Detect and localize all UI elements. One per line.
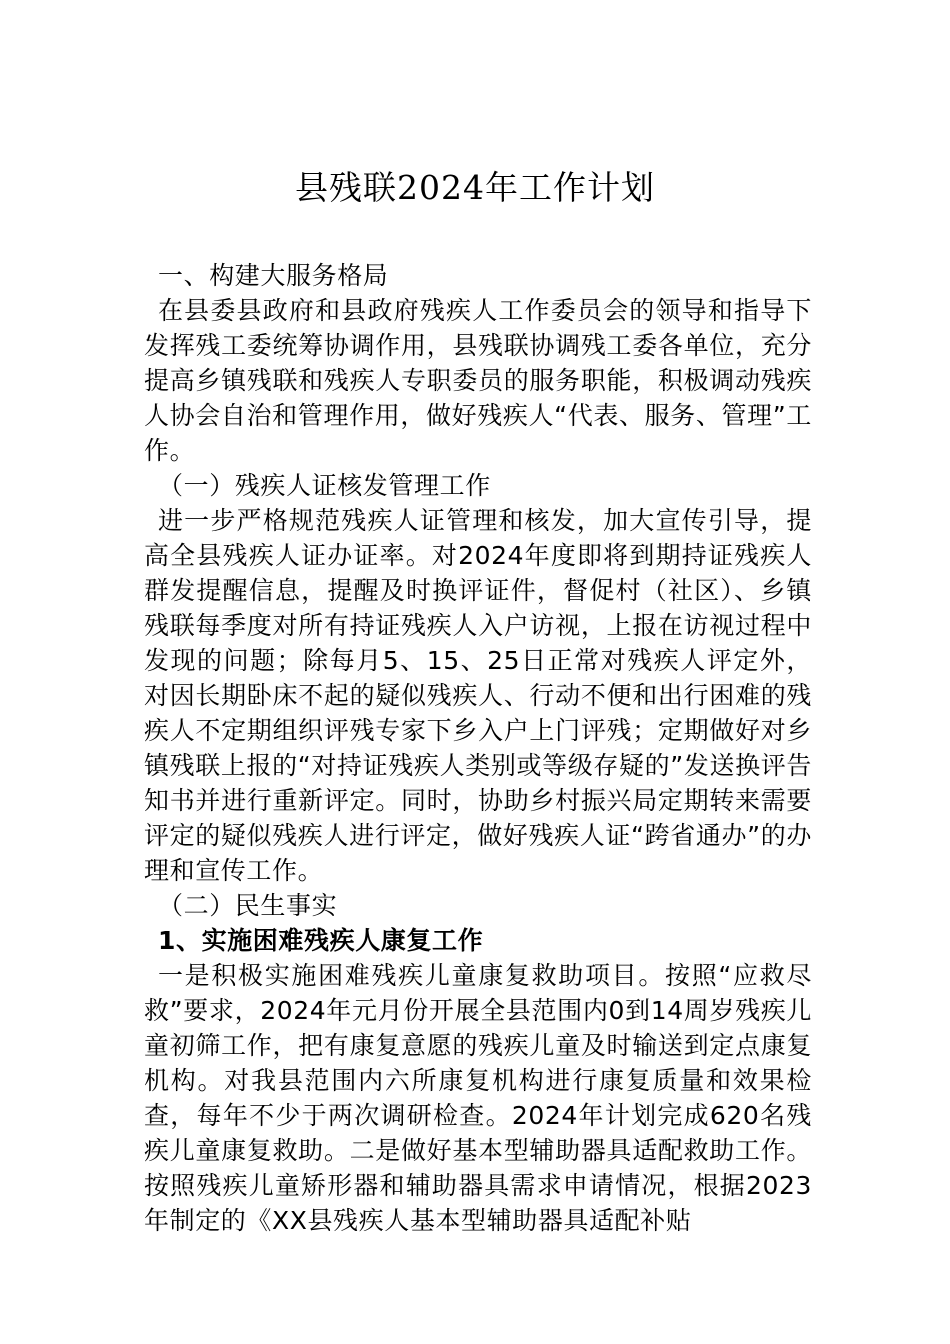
paragraph-3: 一是积极实施困难残疾儿童康复救助项目。按照“应救尽救”要求，2024年元月份开展全县范围内0到14周岁残疾儿童初筛工作，把有康复意愿的残疾儿童及时输送到定点康复机构。对我县范围内六所康复机构进行康复质量和效果检查，每年不少于两次调研检查。2024年计划完成620名残疾儿童康复救助。二是做好基本型辅助器具适配救助工作。按照残疾儿童矫形器和辅助器具需求申请情况，根据2023年制定的《XX县残疾人基本型辅助器具适配补贴 xyxy=(144,961,812,1235)
section-heading-1: 一、构建大服务格局 xyxy=(158,261,389,290)
document-title: 县残联2024年工作计划 xyxy=(295,168,655,207)
subsection-heading-1: （一）残疾人证核发管理工作 xyxy=(158,471,491,500)
paragraph-2: 进一步严格规范残疾人证管理和核发，加大宣传引导，提高全县残疾人证办证率。对2024年度即将到期持证残疾人群发提醒信息，提醒及时换评证件，督促村（社区）、乡镇残联每季度对所有持证残疾人入户访视，上报在访视过程中发现的问题；除每月5、15、25日正常对残疾人评定外，对因长期卧床不起的疑似残疾人、行动不便和出行困难的残疾人不定期组织评残专家下乡入户上门评残；定期做好对乡镇残联上报的“对持证残疾人类别或等级存疑的”发送换评告知书并进行重新评定。同时，协助乡村振兴局定期转来需要评定的疑似残疾人进行评定，做好残疾人证“跨省通办”的办理和宣传工作。 xyxy=(144,506,812,885)
subsection-heading-2: （二）民生事实 xyxy=(158,891,338,920)
item-heading-1: 1、实施困难残疾人康复工作 xyxy=(158,926,484,955)
paragraph-1: 在县委县政府和县政府残疾人工作委员会的领导和指导下发挥残工委统筹协调作用，县残联协调残工委各单位，充分提高乡镇残联和残疾人专职委员的服务职能，积极调动残疾人协会自治和管理作用，做好残疾人“代表、服务、管理”工作。 xyxy=(144,296,812,465)
document-body xyxy=(144,258,812,1238)
